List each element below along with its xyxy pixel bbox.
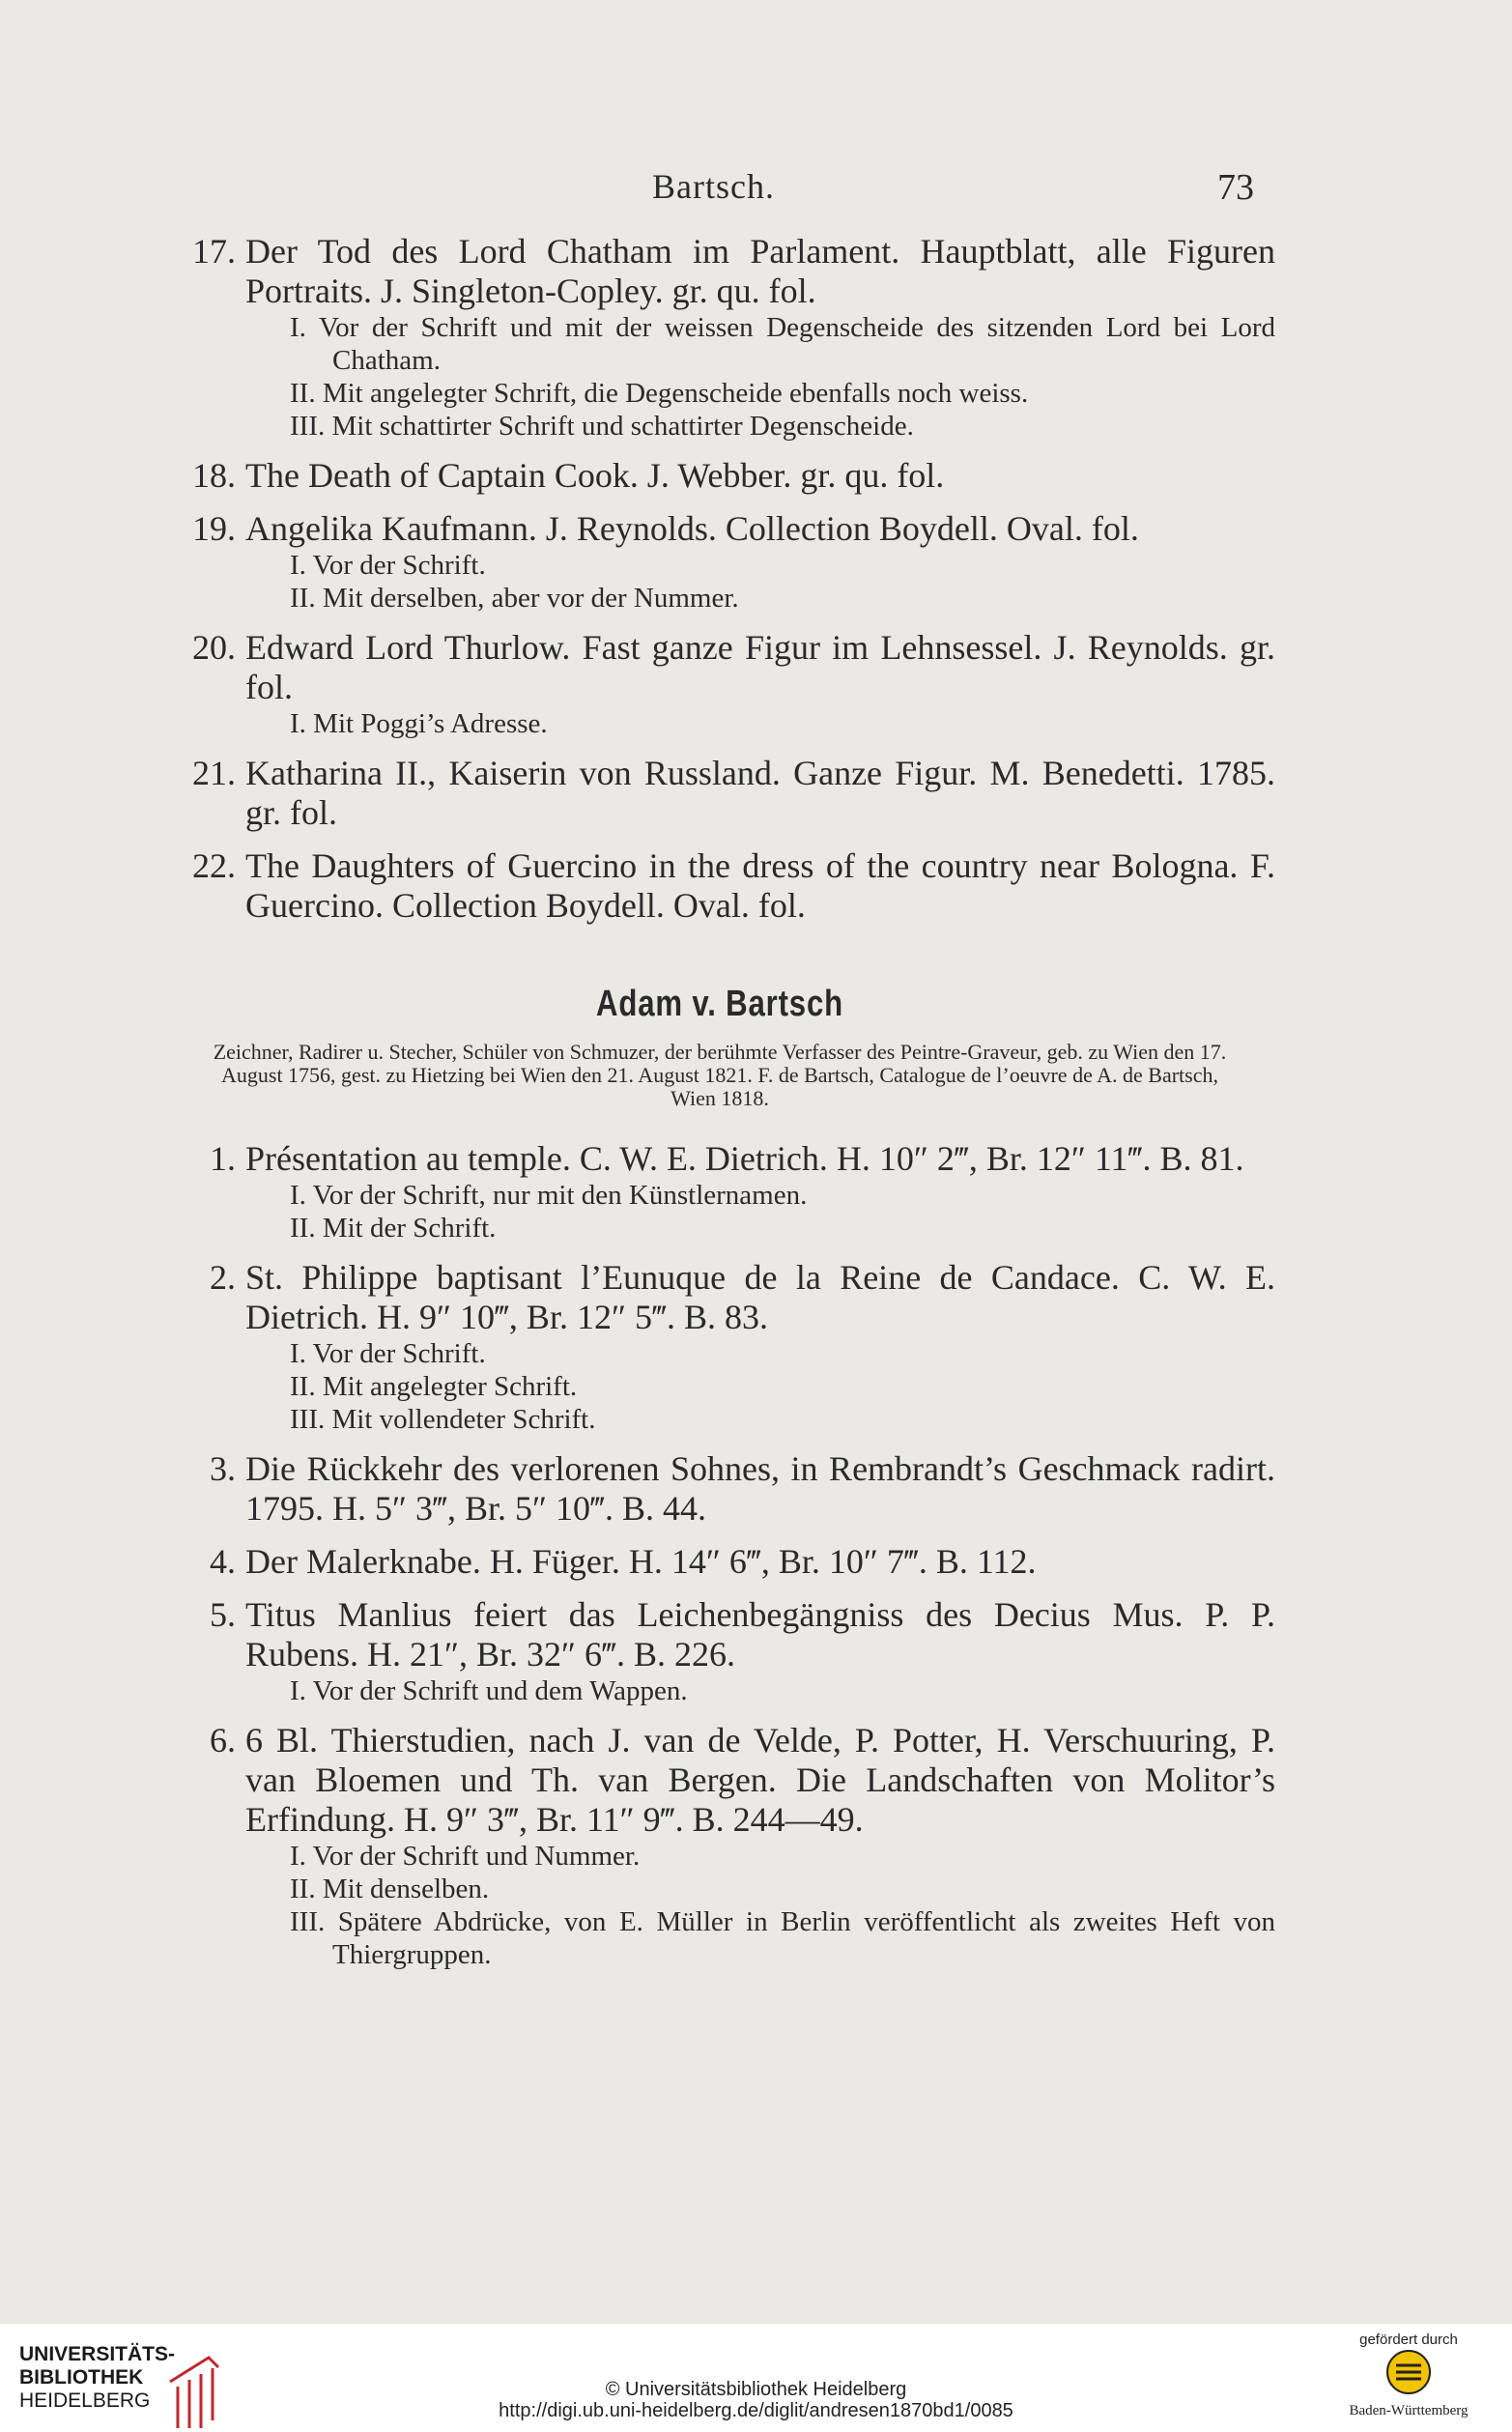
sponsor-label: gefördert durch (1359, 2332, 1458, 2348)
copyright-text: © Universitätsbibliothek Heidelberg (605, 2379, 907, 2400)
catalogue-entry (164, 1721, 1275, 1971)
catalogue-entry (164, 846, 1275, 926)
catalogue-entry (164, 628, 1275, 740)
permalink-url[interactable]: http://digi.ub.uni-heidelberg.de/diglit/andresen1870bd1/0085 (499, 2400, 1013, 2421)
page-number: 73 (1217, 167, 1254, 208)
library-name-line1: UNIVERSITÄTS- (19, 2343, 176, 2365)
entry-number: 21. (192, 754, 236, 792)
running-header: Bartsch. (652, 167, 775, 206)
entry-text: St. Philippe baptisant l’Eunuque de la Reine de Candace. C. W. E. Dietrich. H. 9″ 10‴, Br. 12″ 5‴. B. 83. (245, 1258, 1275, 1336)
entry-text: Katharina II., Kaiserin von Russland. Ganze Figur. M. Benedetti. 1785. gr. fol. (245, 754, 1275, 832)
entry-state: III. Spätere Abdrücke, von E. Müller in Berlin veröffentlicht als zweites Heft von Thiergruppen. (290, 1906, 1275, 1970)
entry-state: I. Vor der Schrift und mit der weissen Degenscheide des sitzenden Lord bei Lord Chatham. (290, 312, 1275, 376)
entry-number: 18. (192, 456, 236, 495)
section-title: Adam v. Bartsch (596, 984, 843, 1024)
entry-state: II. Mit angelegter Schrift. (290, 1371, 578, 1402)
entry-number: 22. (192, 846, 236, 885)
sponsor-name: Baden-Württemberg (1349, 2403, 1469, 2418)
catalogue-entry (164, 1258, 1275, 1436)
catalogue-entry (164, 1595, 1275, 1707)
catalogue-entry (164, 232, 1275, 443)
entry-number: 5. (210, 1595, 236, 1634)
entry-text: Edward Lord Thurlow. Fast ganze Figur im Lehnsessel. J. Reynolds. gr. fol. (245, 628, 1275, 706)
entry-state: I. Vor der Schrift und dem Wappen. (290, 1675, 688, 1706)
entry-state: III. Mit vollendeter Schrift. (290, 1404, 596, 1435)
entry-text: Die Rückkehr des verlorenen Sohnes, in Rembrandt’s Geschmack radirt. 1795. H. 5″ 3‴, Br. 5″ 10‴. B. 44. (245, 1449, 1275, 1528)
entry-state: I. Vor der Schrift. (290, 1338, 486, 1369)
catalogue-entry (164, 754, 1275, 833)
entry-text: Titus Manlius feiert das Leichenbegängniss des Decius Mus. P. P. Rubens. H. 21″, Br. 32″ 6‴. B. 226. (245, 1595, 1275, 1674)
entry-text: Der Malerknabe. H. Füger. H. 14″ 6‴, Br. 10″ 7‴. B. 112. (245, 1542, 1037, 1581)
entry-number: 20. (192, 628, 236, 667)
entry-number: 3. (210, 1449, 236, 1488)
entry-state: II. Mit denselben. (290, 1874, 490, 1904)
entry-number: 19. (192, 509, 236, 548)
library-name-line2: BIBLIOTHEK (19, 2366, 144, 2389)
entry-state: I. Vor der Schrift, nur mit den Künstlernamen. (290, 1180, 808, 1211)
entry-text: Angelika Kaufmann. J. Reynolds. Collection Boydell. Oval. fol. (245, 509, 1139, 548)
entry-number: 2. (210, 1258, 236, 1297)
catalogue-entry (164, 1449, 1275, 1529)
catalogue-entry (164, 1542, 1275, 1582)
entry-state: I. Mit Poggi’s Adresse. (290, 708, 548, 739)
catalogue-entry (164, 456, 1275, 496)
entry-list-bartsch (164, 1139, 1275, 1971)
library-name-line3: HEIDELBERG (19, 2389, 151, 2412)
entry-state: III. Mit schattirter Schrift und schattirter Degenscheide. (290, 411, 914, 442)
sponsor-block (1327, 2332, 1491, 2419)
entry-state: II. Mit der Schrift. (290, 1213, 497, 1244)
entry-state: II. Mit angelegter Schrift, die Degenscheide ebenfalls noch weiss. (290, 378, 1029, 409)
copyright-notice (0, 2379, 1512, 2421)
entry-state: I. Vor der Schrift und Nummer. (290, 1841, 641, 1872)
catalogue-entry (164, 1139, 1275, 1245)
catalogue-entries (164, 232, 1275, 1985)
entry-number: 1. (210, 1139, 236, 1178)
entry-text: The Death of Captain Cook. J. Webber. gr. qu. fol. (245, 456, 945, 495)
catalogue-entry (164, 509, 1275, 615)
entry-text: Der Tod des Lord Chatham im Parlament. Hauptblatt, alle Figuren Portraits. J. Singleton-Copley. gr. qu. fol. (245, 232, 1275, 310)
entry-text: Présentation au temple. C. W. E. Dietrich. H. 10″ 2‴, Br. 12″ 11‴. B. 81. (245, 1139, 1244, 1178)
entry-text: 6 Bl. Thierstudien, nach J. van de Velde, P. Potter, H. Verschuuring, P. van Bloemen und Th. van Bergen. Die Landschaften von Molitor’s Erfindung. H. 9″ 3‴, Br. 11″ 9‴. B. 244—49. (245, 1721, 1275, 1839)
entry-state: I. Vor der Schrift. (290, 550, 486, 581)
entry-number: 4. (210, 1542, 236, 1581)
entry-text: The Daughters of Guercino in the dress of the country near Bologna. F. Guercino. Collection Boydell. Oval. fol. (245, 846, 1275, 925)
state-coat-of-arms-icon (1384, 2348, 1433, 2396)
entry-number: 6. (210, 1721, 236, 1760)
footer-bar (0, 2324, 1512, 2432)
entry-list-continued (164, 232, 1275, 926)
section-bio: Zeichner, Radirer u. Stecher, Schüler von Schmuzer, der berühmte Verfasser des Peintre-Graveur, geb. zu Wien den 17. August 1756, gest. zu Hietzing bei Wien den 21. August 1821. F. de Bartsch, Catalogue de l’oeuvre de A. de Bartsch, Wien 1818. (213, 1040, 1227, 1110)
entry-number: 17. (192, 232, 236, 271)
entry-state: II. Mit derselben, aber vor der Nummer. (290, 583, 739, 614)
